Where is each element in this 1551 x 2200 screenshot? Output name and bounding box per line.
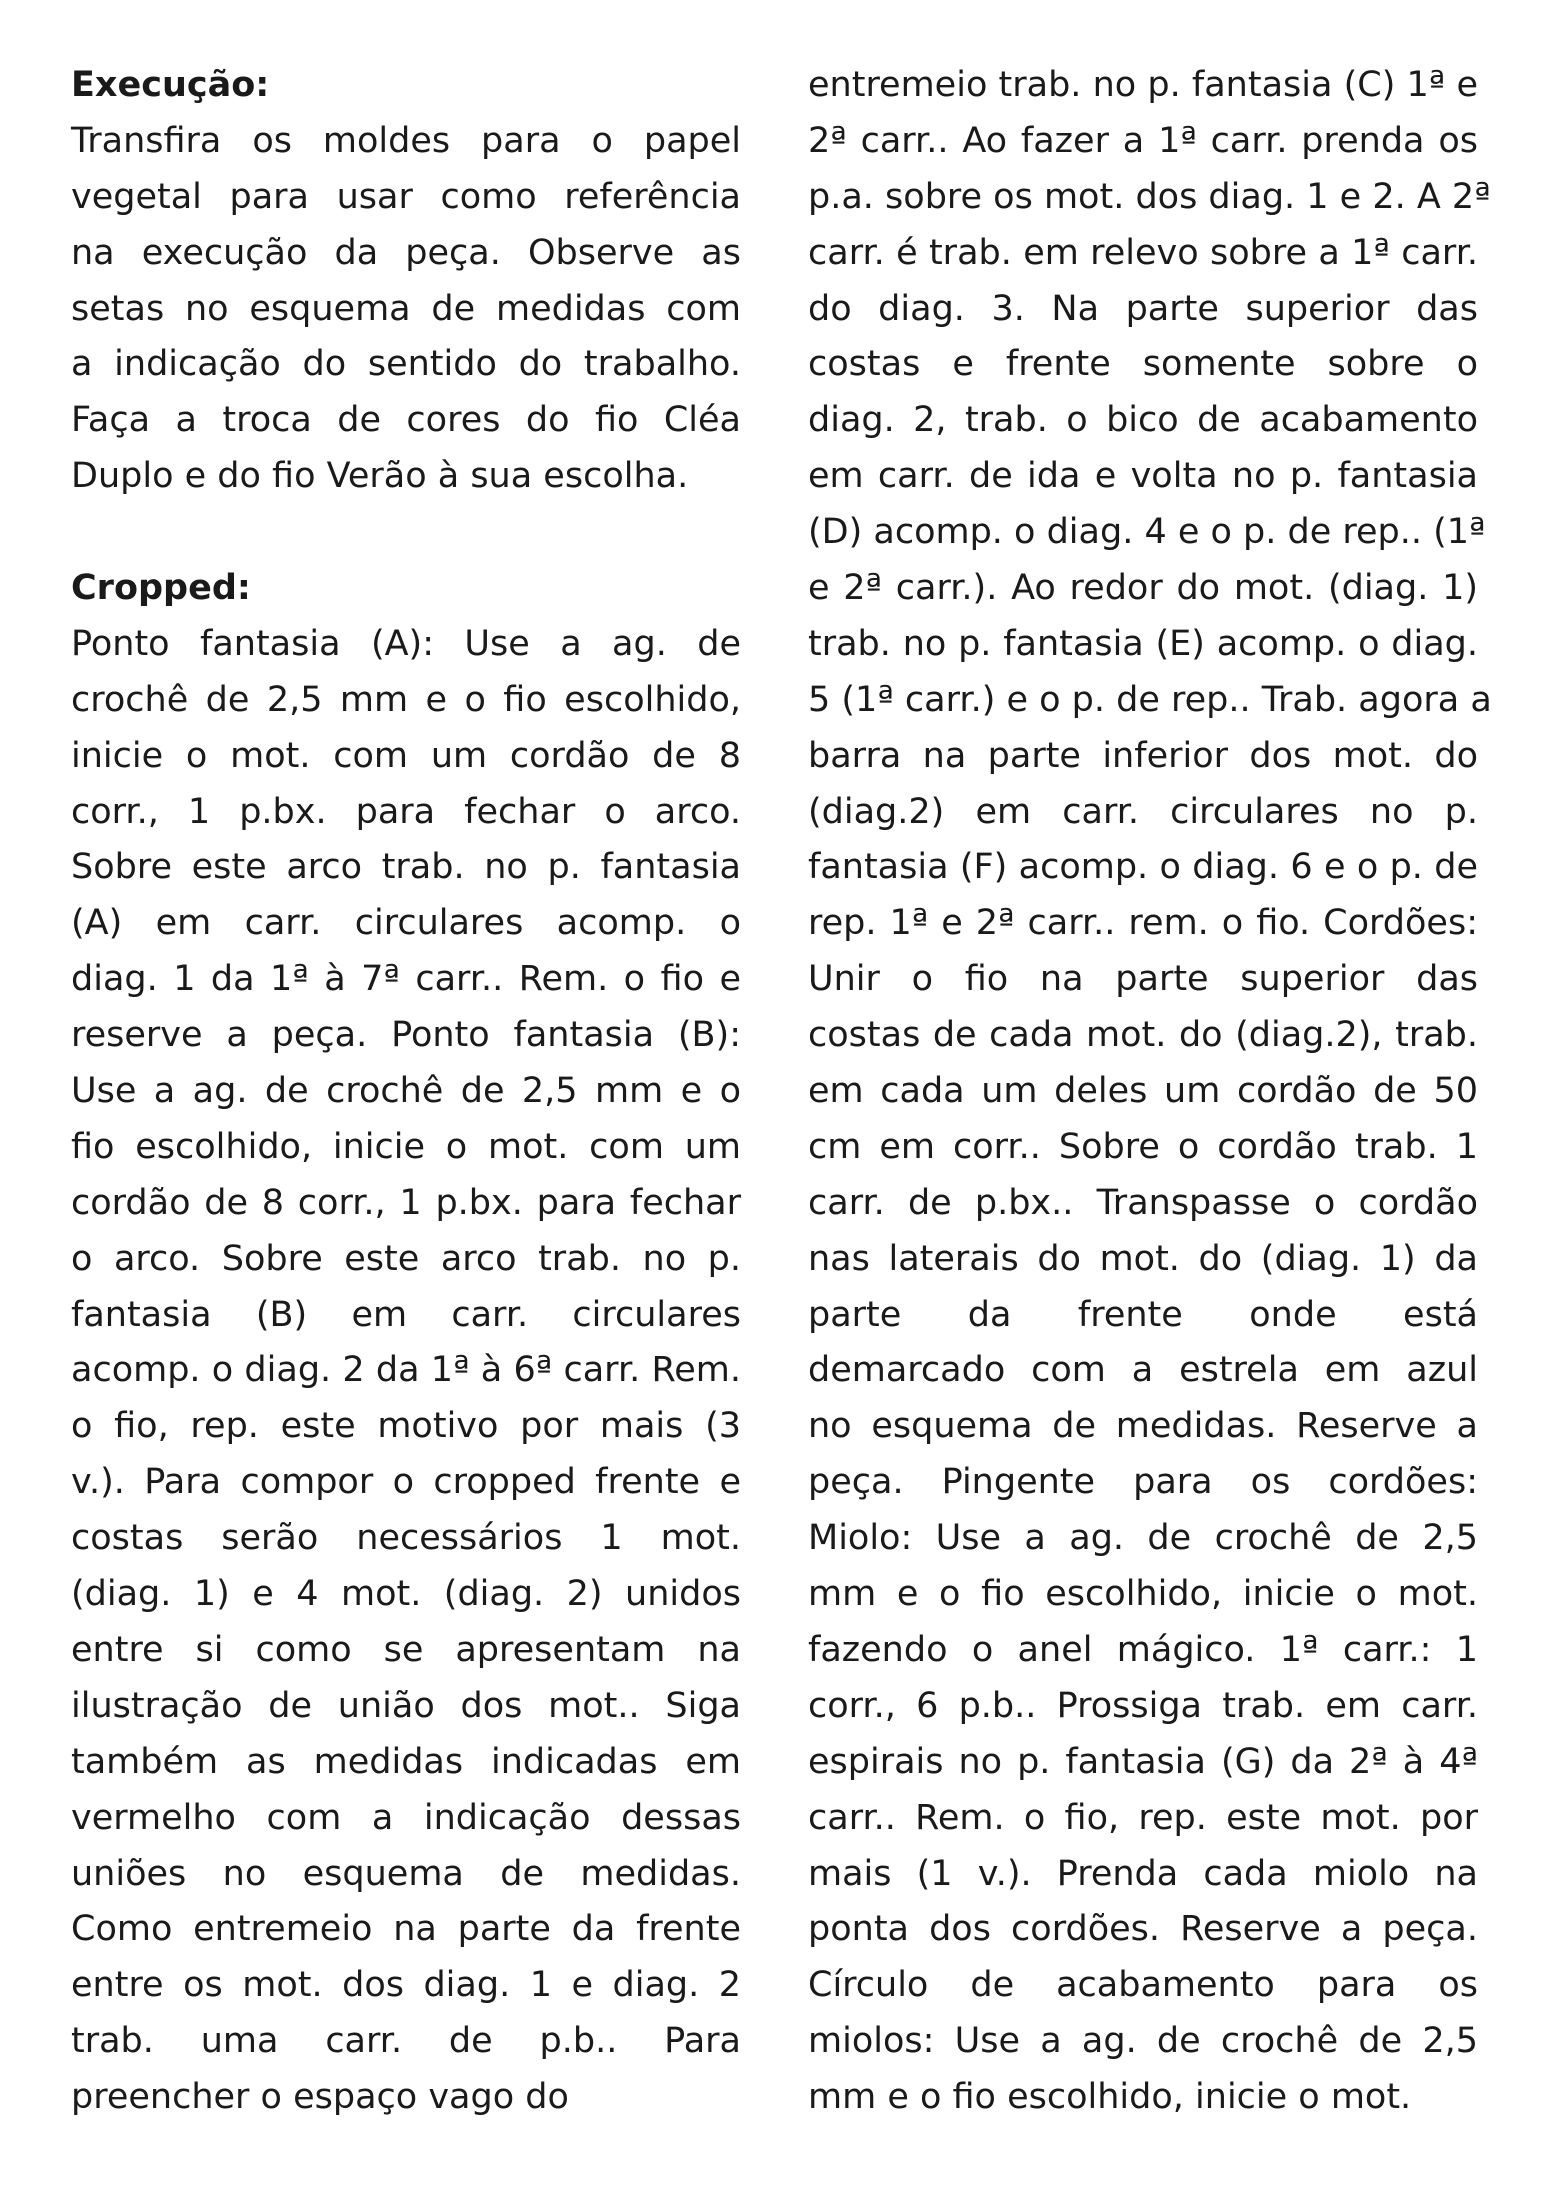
text-line: corr., 1 p.bx. para fechar o arco. — [71, 791, 741, 832]
text-line: crochê de 2,5 mm e o fio escolhido, — [71, 679, 741, 720]
text-line: no esquema de medidas. Reserve a — [808, 1406, 1478, 1447]
text-line: (A) em carr. circulares acomp. o — [71, 903, 741, 944]
text-line: Faça a troca de cores do fio Cléa — [71, 400, 741, 441]
text-line: acomp. o diag. 2 da 1ª à 6ª carr. Rem. — [71, 1350, 741, 1391]
text-line: mm e o fio escolhido, inicie o mot. — [808, 1574, 1478, 1615]
text-line: Ponto fantasia (A): Use a ag. de — [71, 623, 741, 664]
section-body-cropped — [71, 617, 741, 2126]
text-line: Círculo de acabamento para os — [808, 1965, 1478, 2006]
text-line: Duplo e do fio Verão à sua escolha. — [71, 456, 689, 497]
text-line: a indicação do sentido do trabalho. — [71, 344, 741, 385]
text-line: entremeio trab. no p. fantasia (C) 1ª e — [808, 65, 1478, 105]
continued-body-text — [808, 58, 1492, 2126]
section-body-execucao — [71, 114, 741, 505]
text-line: entre si como se apresentam na — [71, 1629, 741, 1670]
text-line: setas no esquema de medidas com — [71, 288, 741, 329]
text-line: Miolo: Use a ag. de crochê de 2,5 — [808, 1518, 1478, 1559]
text-line: costas serão necessários 1 mot. — [71, 1518, 741, 1559]
text-line: barra na parte inferior dos mot. do — [808, 735, 1478, 776]
text-line: na execução da peça. Observe as — [71, 232, 741, 273]
text-line: p.a. sobre os mot. dos diag. 1 e 2. A 2ª — [808, 176, 1491, 217]
section-heading-cropped: Cropped: — [71, 568, 251, 609]
text-line: nas laterais do mot. do (diag. 1) da — [808, 1238, 1478, 1279]
text-line: corr., 6 p.b.. Prossiga trab. em carr. — [808, 1685, 1478, 1726]
text-line: vermelho com a indicação dessas — [71, 1797, 741, 1838]
text-line: miolos: Use a ag. de crochê de 2,5 — [808, 2021, 1478, 2062]
text-line: Use a ag. de crochê de 2,5 mm e o — [71, 1071, 741, 1112]
text-line: fio escolhido, inicie o mot. com um — [71, 1126, 741, 1167]
text-line: diag. 2, trab. o bico de acabamento — [808, 400, 1478, 441]
section-heading-execucao: Execução: — [71, 65, 270, 105]
text-line: 5 (1ª carr.) e o p. de rep.. Trab. agora a — [808, 679, 1492, 720]
text-line: cm em corr.. Sobre o cordão trab. 1 — [808, 1126, 1478, 1167]
text-line: espirais no p. fantasia (G) da 2ª à 4ª — [808, 1741, 1478, 1782]
text-line: e 2ª carr.). Ao redor do mot. (diag. 1) — [808, 568, 1478, 609]
text-line: diag. 1 da 1ª à 7ª carr.. Rem. o fio e — [71, 959, 741, 1000]
right-column — [808, 58, 1492, 2126]
text-line: trab. uma carr. de p.b.. Para — [71, 2021, 741, 2062]
text-line: (diag.2) em carr. circulares no p. — [808, 791, 1478, 832]
text-line: também as medidas indicadas em — [71, 1741, 741, 1782]
text-line: inicie o mot. com um cordão de 8 — [71, 735, 741, 776]
text-line: carr. é trab. em relevo sobre a 1ª carr. — [808, 232, 1478, 273]
text-line: mm e o fio escolhido, inicie o mot. — [808, 2077, 1412, 2118]
paragraph-spacer — [71, 505, 741, 561]
text-line: costas de cada mot. do (diag.2), trab. — [808, 1015, 1478, 1056]
text-line: Como entremeio na parte da frente — [71, 1909, 741, 1950]
text-line: (D) acomp. o diag. 4 e o p. de rep.. (1ª — [808, 512, 1486, 553]
text-line: cordão de 8 corr., 1 p.bx. para fechar — [71, 1182, 741, 1223]
text-line: (diag. 1) e 4 mot. (diag. 2) unidos — [71, 1574, 741, 1615]
text-line: costas e frente somente sobre o — [808, 344, 1478, 385]
left-column — [71, 58, 741, 2126]
text-line: entre os mot. dos diag. 1 e diag. 2 — [71, 1965, 741, 2006]
text-line: ponta dos cordões. Reserve a peça. — [808, 1909, 1478, 1950]
text-line: carr.. Rem. o fio, rep. este mot. por — [808, 1797, 1478, 1838]
text-line: fantasia (B) em carr. circulares — [71, 1294, 741, 1335]
text-line: 2ª carr.. Ao fazer a 1ª carr. prenda os — [808, 120, 1478, 161]
text-line: preencher o espaço vago do — [71, 2077, 569, 2118]
text-line: em carr. de ida e volta no p. fantasia — [808, 456, 1478, 497]
text-line: Sobre este arco trab. no p. fantasia — [71, 847, 741, 888]
text-line: o arco. Sobre este arco trab. no p. — [71, 1238, 741, 1279]
text-line: fantasia (F) acomp. o diag. 6 e o p. de — [808, 847, 1478, 888]
text-line: fazendo o anel mágico. 1ª carr.: 1 — [808, 1629, 1478, 1670]
text-line: Unir o fio na parte superior das — [808, 959, 1478, 1000]
text-line: reserve a peça. Ponto fantasia (B): — [71, 1015, 741, 1056]
text-line: peça. Pingente para os cordões: — [808, 1462, 1478, 1503]
text-line: ilustração de união dos mot.. Siga — [71, 1685, 741, 1726]
text-line: uniões no esquema de medidas. — [71, 1853, 741, 1894]
text-line: parte da frente onde está — [808, 1294, 1478, 1335]
text-line: demarcado com a estrela em azul — [808, 1350, 1478, 1391]
text-line: v.). Para compor o cropped frente e — [71, 1462, 741, 1503]
text-line: em cada um deles um cordão de 50 — [808, 1071, 1478, 1112]
text-line: Transfira os moldes para o papel — [71, 120, 741, 161]
text-line: vegetal para usar como referência — [71, 176, 741, 217]
text-line: do diag. 3. Na parte superior das — [808, 288, 1478, 329]
text-line: mais (1 v.). Prenda cada miolo na — [808, 1853, 1478, 1894]
text-line: trab. no p. fantasia (E) acomp. o diag. — [808, 623, 1478, 664]
text-line: carr. de p.bx.. Transpasse o cordão — [808, 1182, 1478, 1223]
text-line: rep. 1ª e 2ª carr.. rem. o fio. Cordões: — [808, 903, 1478, 944]
text-line: o fio, rep. este motivo por mais (3 — [71, 1406, 741, 1447]
